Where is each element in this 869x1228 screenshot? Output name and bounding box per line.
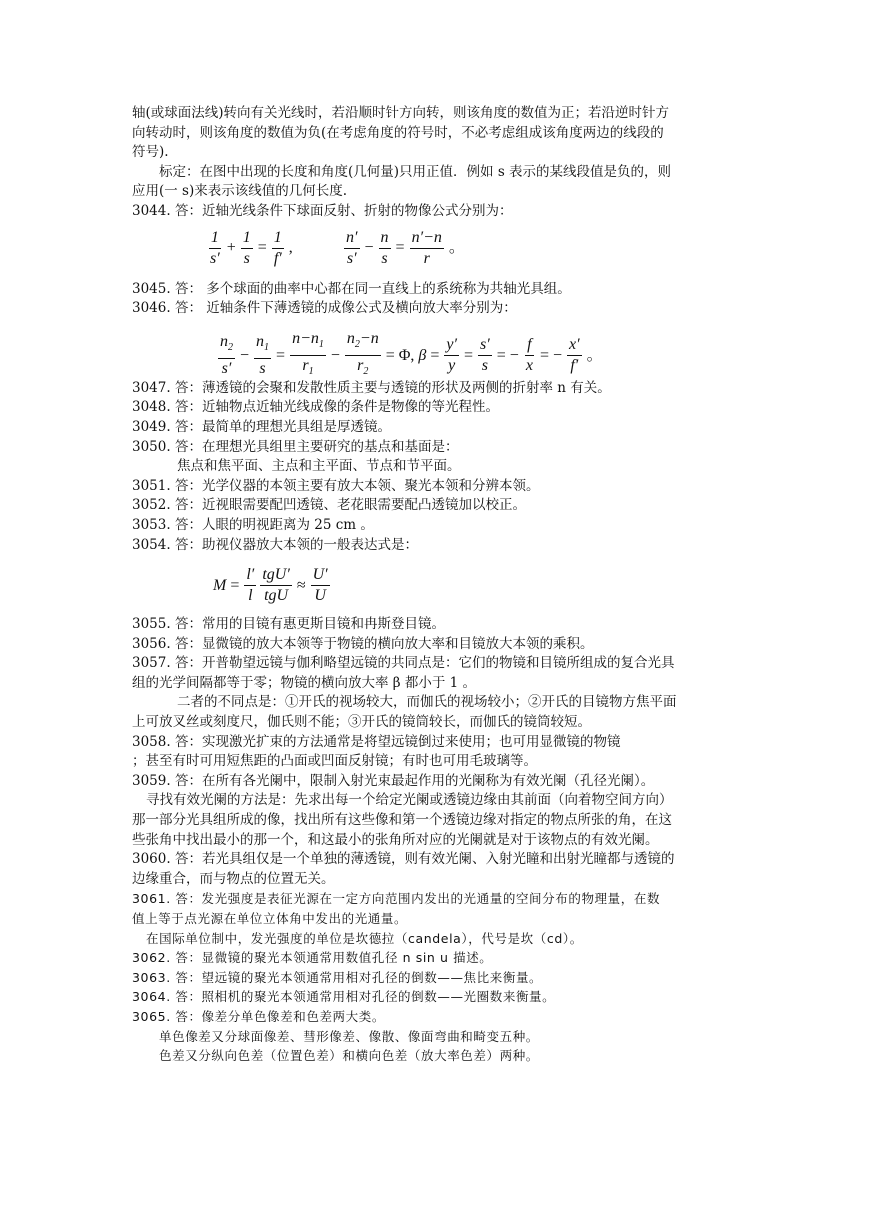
answer-3049: 3049. 答：最简单的理想光具组是厚透镜。 [132,418,391,435]
formula-thin-lens: $\frac{n_2}{s'}$ − $\frac{n_1}{s}$ = $\frac{n-n_1}{r_1}$ − $\frac{n_2-n}{r_2}$ = Φ, β = $\frac{y'}{y}$ = $\frac{s'}{s}$ = − $\frac{f}{x}$ = − $\frac{x'}{f'}$ 。 [220,329,603,378]
answer-3053: 3053. 答：人眼的明视距离为 25 cm 。 [132,516,374,533]
text-line: 应用(一 s)来表示该线值的几何长度. [132,183,348,200]
answer-3054: 3054. 答：助视仪器放大本领的一般表达式是： [132,536,418,553]
answer-3061: 3061. 答：发光强度是表征光源在一定方向范围内发出的光通量的空间分布的物理量，在数 [132,891,661,907]
answer-3057-cont: 组的光学间隔都等于零；物镜的横向放大率 β 都小于 1 。 [132,674,477,691]
answer-3065: 3065. 答：像差分单色像差和色差两大类。 [132,1008,385,1024]
text-line: 符号). [132,144,169,161]
answer-3046: 3046. 答： 近轴条件下薄透镜的成像公式及横向放大率分别为： [132,300,517,317]
answer-3044: 3044. 答：近轴光线条件下球面反射、折射的物像公式分别为： [132,202,513,219]
answer-3059: 3059. 答：在所有各光阑中，限制入射光束最起作用的光阑称为有效光阑（孔径光阑）。 [132,772,655,789]
answer-3058: 3058. 答：实现激光扩束的方法通常是将望远镜倒过来使用；也可用显微镜的物镜 [132,733,621,750]
answer-3058-cont: ；甚至有时可用短焦距的凸面或凹面反射镜；有时也可用毛玻璃等。 [132,753,537,770]
answer-3064: 3064. 答：照相机的聚光本领通常用相对孔径的倒数——光圈数来衡量。 [132,989,556,1005]
answer-3059-cont: 寻找有效光阑的方法是：先求出每一个给定光阑或透镜边缘由其前面（向着物空间方向） [146,792,673,809]
answer-3055: 3055. 答：常用的目镜有惠更斯目镜和冉斯登目镜。 [132,616,445,633]
answer-3065-cont: 单色像差又分球面像差、彗形像差、像散、像面弯曲和畸变五种。 [159,1028,539,1044]
answer-3056: 3056. 答：显微镜的放大本领等于物镜的横向放大率和目镜放大本领的乘积。 [132,635,594,652]
answer-3057: 3057. 答：开普勒望远镜与伽利略望远镜的共同点是：它们的物镜和目镜所组成的复合光具 [132,655,675,672]
answer-3059-cont: 那一部分光具组所成的像，找出所有这些像和第一个透镜边缘对指定的物点所张的角，在这 [132,812,672,829]
formula-spherical-mirror: $\frac{1}{s'}$ + $\frac{1}{s}$ = $\frac{1}{f'}$ , $\frac{n'}{s'}$ − $\frac{n}{s}$ = $\frac{n'-n}{r}$ 。 [210,228,465,267]
answer-3051: 3051. 答：光学仪器的本领主要有放大本领、聚光本领和分辨本领。 [132,477,540,494]
answer-3061-cont: 在国际单位制中，发光强度的单位是坎德拉（candela），代号是坎（cd）。 [146,930,583,946]
answer-3052: 3052. 答：近视眼需要配凹透镜、老花眼需要配凸透镜加以校正。 [132,497,526,514]
answer-3057-cont: 二者的不同点是：①开氏的视场较大，而伽氏的视场较小；②开氏的目镜物方焦平面 [177,694,677,711]
answer-3062: 3062. 答：显微镜的聚光本领通常用数值孔径 n sin u 描述。 [132,950,493,966]
answer-3045: 3045. 答： 多个球面的曲率中心都在同一直线上的系统称为共轴光具组。 [132,280,571,297]
answer-3061-cont: 值上等于点光源在单位立体角中发出的光通量。 [132,911,408,926]
answer-3060-cont: 边缘重合，而与物点的位置无关。 [132,870,335,887]
answer-3050-cont: 焦点和焦平面、主点和主平面、节点和节平面。 [177,458,461,475]
text-line: 向转动时，则该角度的数值为负(在考虑角度的符号时，不必考虑组成该角度两边的线段的 [132,124,664,141]
formula-magnification: M = $\frac{l'}{l}$ $\frac{\text{tgU′}}{\text{tgU}}$ ≈ $\frac{U'}{U}$ [213,566,328,605]
answer-3050: 3050. 答：在理想光具组里主要研究的基点和基面是： [132,438,459,455]
answer-3048: 3048. 答：近轴物点近轴光线成像的条件是物像的等光程性。 [132,399,499,416]
answer-3059-cont: 些张角中找出最小的那一个，和这最小的张角所对应的光阑就是对于该物点的有效光阑。 [132,831,659,848]
text-line: 轴(或球面法线)转向有关光线时，若沿顺时针方向转，则该角度的数值为正；若沿逆时针方 [132,105,670,121]
document-page [132,104,738,1066]
answer-3065-cont: 色差又分纵向色差（位置色差）和横向色差（放大率色差）两种。 [159,1048,539,1064]
answer-3060: 3060. 答：若光具组仅是一个单独的薄透镜，则有效光阑、入射光瞳和出射光瞳都与透镜的 [132,851,675,868]
answer-3063: 3063. 答：望远镜的聚光本领通常用相对孔径的倒数——焦比来衡量。 [132,969,543,985]
answer-3047: 3047. 答：薄透镜的会聚和发散性质主要与透镜的形状及两侧的折射率 n 有关。 [132,379,611,396]
answer-3057-cont: 上可放叉丝或刻度尺，伽氏则不能；③开氏的镜筒较长，而伽氏的镜筒较短。 [132,714,591,731]
text-line: 标定：在图中出现的长度和角度(几何量)只用正值．例如 s 表示的某线段值是负的，则 [159,163,672,180]
